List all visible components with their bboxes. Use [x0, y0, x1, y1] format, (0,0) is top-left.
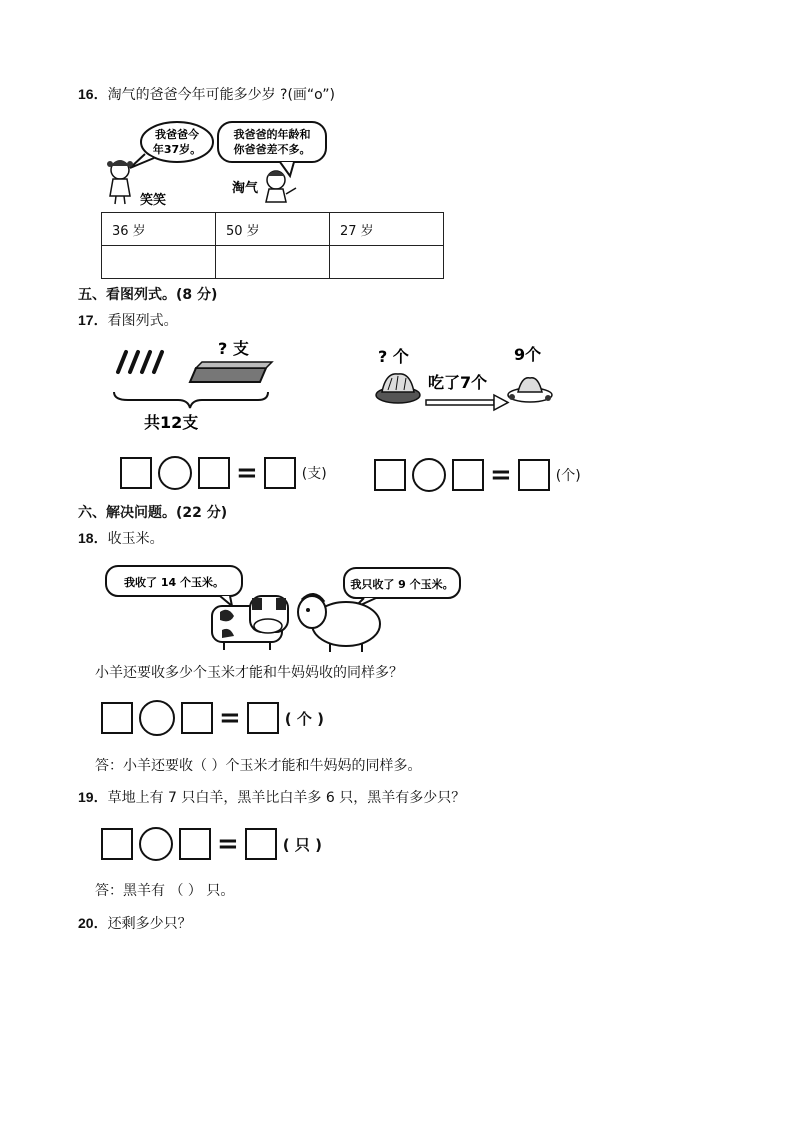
arrow-icon	[426, 395, 508, 410]
q19-equation	[101, 827, 322, 861]
operator-circle[interactable]	[139, 700, 175, 736]
answer-box[interactable]	[120, 457, 152, 489]
left-question-label: ? 支	[218, 339, 249, 358]
bubble-right-line2: 你爸爸差不多。	[233, 143, 311, 156]
q18-answer: 答：小羊还要收（ ）个玉米才能和牛妈妈的同样多。	[95, 758, 422, 774]
bubble-left-line2: 年37岁。	[152, 143, 202, 156]
q18-question: 小羊还要收多少个玉米才能和牛妈妈收的同样多？	[95, 665, 403, 681]
bubble-left-line1: 我爸爸今	[155, 128, 199, 141]
table-row	[102, 213, 444, 246]
equals-sign: =	[219, 703, 241, 733]
equals-sign: =	[236, 458, 258, 488]
q19-line	[78, 787, 465, 807]
answer-box[interactable]	[179, 828, 211, 860]
equals-sign: =	[217, 829, 239, 859]
q19-text: 草地上有 7 只白羊，黑羊比白羊多 6 只，黑羊有多少只？	[107, 790, 466, 806]
operator-circle[interactable]	[412, 458, 446, 492]
bubble-sheep-text: 我只收了 9 个玉米。	[350, 578, 454, 591]
q20-text: 还剩多少只？	[107, 916, 192, 932]
q17-left-equation	[120, 456, 327, 490]
unit-label: ( 只 )	[282, 835, 322, 854]
q17-line	[78, 310, 178, 330]
q16-line	[78, 84, 335, 104]
q18-text: 收玉米。	[107, 531, 164, 547]
answer-box[interactable]	[264, 457, 296, 489]
q17-number: 17．	[78, 312, 108, 328]
cow-icon	[212, 596, 288, 650]
bubble-cow-text: 我收了 14 个玉米。	[124, 576, 224, 589]
section-5-title: 五、看图列式。(8 分)	[78, 287, 218, 303]
table-row	[102, 246, 444, 279]
q17-fruits-illustration	[372, 340, 562, 416]
answer-box[interactable]	[181, 702, 213, 734]
q18-line	[78, 528, 164, 548]
operator-circle[interactable]	[158, 456, 192, 490]
q18-illustration	[102, 560, 474, 654]
brace-icon	[114, 392, 268, 408]
action-label: 吃了7个	[428, 373, 488, 392]
answer-cell-27[interactable]	[330, 246, 444, 279]
q20-number: 20．	[78, 915, 108, 931]
option-36: 36 岁	[102, 213, 216, 246]
q17-right-equation	[374, 458, 581, 492]
q16-text: 淘气的爸爸今年可能多少岁 ?(画“o”)	[107, 87, 335, 103]
full-plate-icon	[376, 374, 420, 403]
equals-sign: =	[490, 460, 512, 490]
bubble-right-line1: 我爸爸的年龄和	[233, 128, 311, 141]
q16-options-table	[101, 212, 444, 279]
pencils-icon	[118, 352, 162, 372]
answer-box[interactable]	[245, 828, 277, 860]
name-right: 淘气	[232, 181, 259, 196]
unit-label: ( 个 )	[284, 709, 324, 728]
sheep-icon	[298, 594, 380, 652]
answer-box[interactable]	[518, 459, 550, 491]
right-question-label: ? 个	[378, 347, 409, 366]
answer-box[interactable]	[198, 457, 230, 489]
q19-number: 19．	[78, 789, 108, 805]
name-left: 笑笑	[140, 193, 167, 208]
q16-illustration	[100, 116, 340, 212]
left-total-label: 共12支	[144, 413, 199, 432]
answer-box[interactable]	[247, 702, 279, 734]
section-6-title: 六、解决问题。(22 分)	[78, 505, 228, 521]
operator-circle[interactable]	[139, 827, 173, 861]
q20-line	[78, 913, 192, 933]
boy-icon	[266, 171, 296, 202]
answer-box[interactable]	[452, 459, 484, 491]
answer-box[interactable]	[374, 459, 406, 491]
q17-pencils-illustration	[108, 338, 278, 438]
less-plate-icon	[508, 378, 552, 402]
unit-label: (支)	[301, 466, 327, 482]
answer-cell-36[interactable]	[102, 246, 216, 279]
girl-icon	[107, 160, 133, 204]
q18-equation	[101, 700, 324, 736]
q17-text: 看图列式。	[107, 313, 178, 329]
option-27: 27 岁	[330, 213, 444, 246]
answer-cell-50[interactable]	[216, 246, 330, 279]
option-50: 50 岁	[216, 213, 330, 246]
pencil-box-icon	[190, 362, 272, 382]
q19-answer: 答：黑羊有 （ ） 只。	[95, 883, 235, 899]
right-result-label: 9个	[514, 345, 542, 364]
q16-number: 16．	[78, 86, 108, 102]
answer-box[interactable]	[101, 702, 133, 734]
unit-label: (个)	[555, 468, 581, 484]
q18-number: 18．	[78, 530, 108, 546]
answer-box[interactable]	[101, 828, 133, 860]
